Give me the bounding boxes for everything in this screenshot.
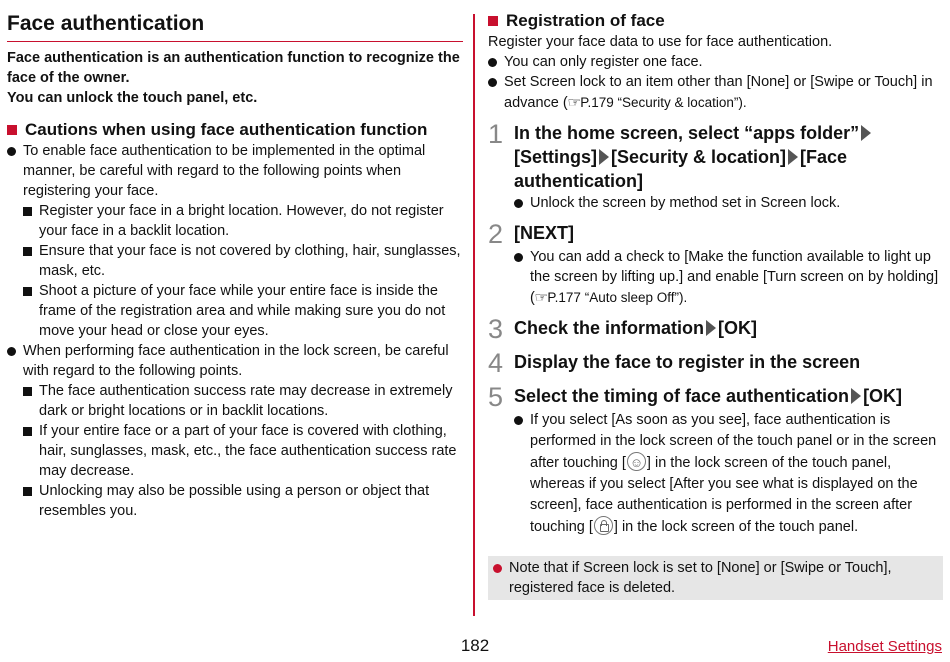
step-text-part: In the home screen, select “apps folder”	[514, 123, 860, 143]
face-icon	[627, 452, 646, 471]
step-2	[488, 221, 943, 247]
step-text-part: Select the timing of face authentication	[514, 386, 850, 406]
step-text: Display the face to register in the screen	[514, 352, 861, 372]
step-bullet	[514, 247, 943, 308]
step-text	[514, 121, 943, 193]
left-column	[7, 10, 463, 521]
caution-sub-text: Register your face in a bright location. However, do not register your face in a backlit location.	[39, 203, 444, 239]
square-bullet-icon	[23, 421, 39, 481]
section-link[interactable]: Handset Settings	[827, 638, 942, 655]
bullet-icon	[514, 247, 530, 308]
caution-bullet-text: To enable face authentication to be implemented in the optimal manner, be careful with regard to the following points when registering your face.	[23, 143, 426, 199]
bullet-icon	[7, 341, 23, 381]
page-title: Face authentication	[7, 10, 463, 42]
caution-sub-item	[23, 241, 463, 281]
arrow-right-icon	[851, 388, 861, 404]
right-column	[488, 10, 943, 538]
bullet-icon	[7, 141, 23, 201]
step-text-part: [Face authentication]	[514, 147, 848, 191]
arrow-right-icon	[599, 149, 609, 165]
registration-bullet-text	[504, 72, 943, 113]
step-1	[488, 121, 943, 193]
registration-bullet-text: You can only register one face.	[504, 54, 703, 70]
step-text-part: [OK]	[863, 386, 903, 406]
column-divider	[473, 14, 475, 616]
caution-sub-item	[23, 281, 463, 341]
caution-sub-text: The face authentication success rate may decrease in extremely dark or bright locations or in backlit locations.	[39, 383, 453, 419]
caution-sub-item	[23, 421, 463, 481]
bullet-text-part: Set Screen lock to an item other than [None] or [Swipe or Touch] in advance (	[504, 74, 933, 111]
caution-sub-text: Shoot a picture of your face while your entire face is inside the frame of the registration area and while making sure you do not move your head or close your eyes.	[39, 283, 446, 339]
step-text	[514, 384, 902, 410]
square-bullet-icon	[23, 381, 39, 421]
caution-bullet	[7, 341, 463, 381]
square-marker-icon	[7, 125, 17, 135]
step-text-part: [OK]	[718, 318, 758, 338]
caution-sub-item	[23, 381, 463, 421]
lock-icon	[594, 516, 613, 535]
page-reference-link[interactable]: P.179 “Security & location”).	[580, 95, 747, 110]
square-marker-icon	[488, 16, 498, 26]
note-item	[488, 558, 943, 598]
square-bullet-icon	[23, 201, 39, 241]
bullet-text-part: You can add a check to [Make the function available to light up the screen by lifting up.] and enable [Turn screen on by holding] (	[530, 249, 939, 306]
bullet-icon	[514, 410, 530, 538]
intro	[7, 48, 463, 108]
arrow-right-icon	[788, 149, 798, 165]
registration-heading	[488, 10, 943, 32]
bullet-icon	[514, 193, 530, 213]
bullet-text-part: ] in the lock screen of the touch panel.	[613, 519, 859, 535]
step-text-part: [Settings]	[514, 147, 597, 167]
cautions-heading-text: Cautions when using face authentication function	[25, 120, 428, 139]
step-1-body	[514, 193, 943, 213]
intro-line: You can unlock the touch panel, etc.	[7, 90, 258, 106]
pointing-hand-icon: ☞	[567, 94, 581, 110]
step-number: 5	[488, 382, 504, 412]
step-3	[488, 316, 943, 342]
registration-description: Register your face data to use for face authentication.	[488, 34, 833, 50]
bullet-text-part: If you select [As soon as you see], face authentication is performed in the lock screen of the touch panel or in the screen after touching [	[530, 412, 937, 471]
note-text: Note that if Screen lock is set to [None] or [Swipe or Touch], registered face is deleted.	[509, 560, 892, 596]
caution-sub-text: If your entire face or a part of your face is covered with clothing, hair, sunglasses, mask, etc., the face authentication success rate may decrease.	[39, 423, 457, 479]
step-2-body	[514, 247, 943, 308]
bullet-icon	[488, 52, 504, 72]
step-bullet-text: Unlock the screen by method set in Screen lock.	[530, 195, 841, 211]
step-text: [NEXT]	[514, 223, 574, 243]
step-bullet-text	[530, 247, 943, 308]
square-bullet-icon	[23, 481, 39, 521]
pointing-hand-icon: ☞	[534, 289, 549, 305]
caution-sub-item	[23, 201, 463, 241]
step-number: 1	[488, 119, 504, 149]
caution-bullet	[7, 141, 463, 201]
page-number: 182	[460, 636, 490, 655]
step-number: 3	[488, 314, 504, 344]
registration-bullet	[488, 72, 943, 113]
step-5	[488, 384, 943, 410]
square-bullet-icon	[23, 281, 39, 341]
arrow-right-icon	[861, 125, 871, 141]
step-4	[488, 350, 943, 376]
caution-sub-text: Ensure that your face is not covered by clothing, hair, sunglasses, mask, etc.	[39, 243, 461, 279]
registration-heading-text: Registration of face	[506, 11, 665, 30]
caution-sub-text: Unlocking may also be possible using a person or object that resembles you.	[39, 483, 430, 519]
step-bullet	[514, 193, 943, 213]
registration-bullet	[488, 52, 943, 72]
step-bullet-text	[530, 410, 943, 538]
step-5-body	[514, 410, 943, 538]
caution-sub-item	[23, 481, 463, 521]
step-text	[514, 316, 757, 342]
step-text-part: Check the information	[514, 318, 705, 338]
intro-line: Face authentication is an authentication function to recognize the face of the owner.	[7, 50, 460, 86]
bullet-icon	[493, 558, 509, 598]
note-box	[488, 556, 943, 600]
square-bullet-icon	[23, 241, 39, 281]
step-bullet	[514, 410, 943, 538]
step-text-part: [Security & location]	[611, 147, 787, 167]
step-number: 2	[488, 219, 504, 249]
bullet-text-part: ] in the lock screen of the touch panel, whereas if you select [After you see what is displayed on the screen], face authentication is performed in the screen after touching [	[530, 455, 918, 535]
bullet-icon	[488, 72, 504, 113]
page-reference-link[interactable]: P.177 “Auto sleep Off”).	[547, 290, 688, 305]
caution-bullet-text: When performing face authentication in the lock screen, be careful with regard to the following points.	[23, 343, 449, 379]
arrow-right-icon	[706, 320, 716, 336]
cautions-heading	[7, 119, 463, 141]
step-number: 4	[488, 348, 504, 378]
